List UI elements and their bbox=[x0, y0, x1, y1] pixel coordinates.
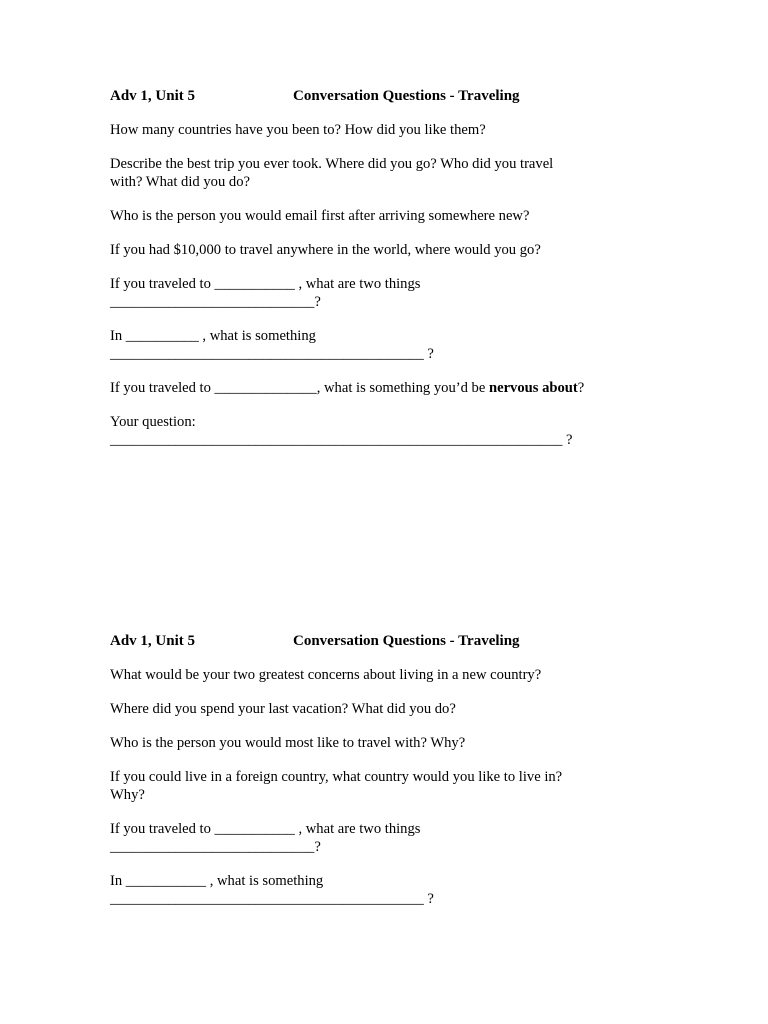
question-4-line-2: Why? bbox=[110, 787, 145, 803]
question-3: Who is the person you would email first after arriving somewhere new? bbox=[110, 208, 530, 224]
question-2-line-1: Describe the best trip you ever took. Where did you go? Who did you travel bbox=[110, 156, 554, 172]
question-5-line-2: ____________________________? bbox=[110, 839, 321, 855]
question-4-line-1: If you could live in a foreign country, what country would you like to live in? bbox=[110, 769, 563, 785]
your-question-label: Your question: bbox=[110, 414, 196, 430]
question-5-line-2: ____________________________? bbox=[110, 294, 321, 310]
question-2 bbox=[110, 155, 670, 191]
question-6-line-1: In ___________ , what is something bbox=[110, 873, 324, 889]
section-header bbox=[110, 86, 670, 106]
question-1: What would be your two greatest concerns about living in a new country? bbox=[110, 667, 542, 683]
question-2-line-2: with? What did you do? bbox=[110, 174, 250, 190]
question-4 bbox=[110, 768, 670, 804]
worksheet-section-1 bbox=[110, 86, 670, 449]
question-3: Who is the person you would most like to travel with? Why? bbox=[110, 735, 466, 751]
question-6-line-2: ___________________________________________ ? bbox=[110, 346, 434, 362]
worksheet-title: Conversation Questions - Traveling bbox=[293, 633, 520, 649]
unit-label: Adv 1, Unit 5 bbox=[110, 88, 196, 104]
question-6-line-2: ___________________________________________ ? bbox=[110, 891, 434, 907]
section-header bbox=[110, 631, 670, 651]
your-question-blank: ______________________________________________________________ ? bbox=[110, 432, 573, 448]
worksheet-title: Conversation Questions - Traveling bbox=[293, 88, 520, 104]
question-5 bbox=[110, 275, 670, 311]
worksheet-section-2 bbox=[110, 631, 670, 908]
question-7-emphasis: nervous about bbox=[488, 380, 578, 396]
question-6 bbox=[110, 327, 670, 363]
question-4: If you had $10,000 to travel anywhere in the world, where would you go? bbox=[110, 242, 541, 258]
question-6 bbox=[110, 872, 670, 908]
question-8 bbox=[110, 413, 670, 449]
question-7-end: ? bbox=[577, 380, 585, 396]
question-7 bbox=[110, 379, 670, 397]
question-5-line-1: If you traveled to ___________ , what are two things bbox=[110, 276, 421, 292]
question-7-text: If you traveled to ______________, what is something you’d be bbox=[110, 380, 489, 396]
question-1: How many countries have you been to? How did you like them? bbox=[110, 122, 486, 138]
question-5-line-1: If you traveled to ___________ , what are two things bbox=[110, 821, 421, 837]
question-2: Where did you spend your last vacation? What did you do? bbox=[110, 701, 456, 717]
question-6-line-1: In __________ , what is something bbox=[110, 328, 316, 344]
unit-label: Adv 1, Unit 5 bbox=[110, 633, 196, 649]
question-5 bbox=[110, 820, 670, 856]
